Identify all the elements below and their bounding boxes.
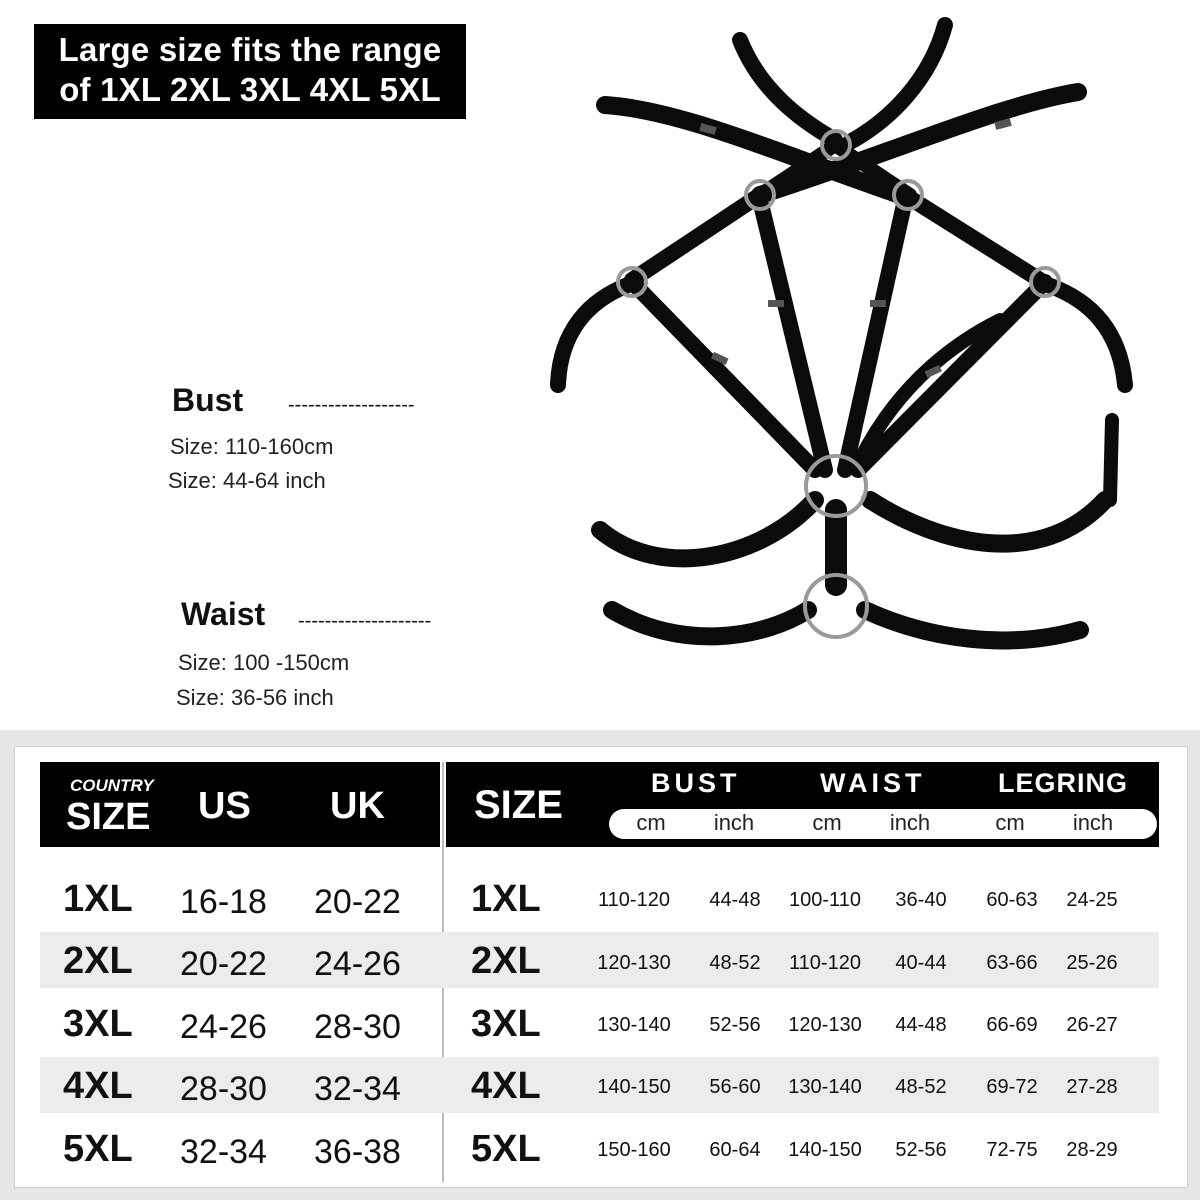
row-3-size2: 3XL xyxy=(471,1003,541,1045)
waist-size-cm: Size: 100 -150cm xyxy=(178,650,350,675)
row-1-uk: 20-22 xyxy=(314,883,401,921)
row-3-us: 24-26 xyxy=(180,1008,267,1046)
row-3-legring-cm: 66-69 xyxy=(986,1014,1038,1036)
row-3-waist-inch: 44-48 xyxy=(895,1014,947,1036)
row-1-legring-inch: 24-25 xyxy=(1066,889,1118,911)
row-2-bust-inch: 48-52 xyxy=(709,952,761,974)
header-country-size: SIZE xyxy=(66,796,151,838)
harness-product-image xyxy=(540,10,1140,670)
row-2-waist-cm: 110-120 xyxy=(789,952,861,974)
row-2-uk: 24-26 xyxy=(314,945,401,983)
header-size: SIZE xyxy=(474,783,563,827)
row-5-uk: 36-38 xyxy=(314,1133,401,1171)
waist-title: Waist xyxy=(181,596,266,632)
row-4-bust-cm: 140-150 xyxy=(597,1076,671,1098)
row-5-legring-cm: 72-75 xyxy=(986,1139,1038,1161)
row-2-legring-cm: 63-66 xyxy=(986,952,1038,974)
unit-bust-inch: inch xyxy=(713,810,755,835)
row-3-uk: 28-30 xyxy=(314,1008,401,1046)
header-us: US xyxy=(198,785,251,827)
header-legring: LEGRING xyxy=(998,768,1129,798)
row-3-waist-cm: 120-130 xyxy=(788,1014,862,1036)
row-1-waist-cm: 100-110 xyxy=(789,889,861,911)
row-4-size: 4XL xyxy=(63,1065,133,1107)
row-4-waist-cm: 130-140 xyxy=(788,1076,862,1098)
waist-dashes: -------------------- xyxy=(298,610,432,632)
size-range-banner xyxy=(34,24,466,119)
row-1-bust-inch: 44-48 xyxy=(709,889,761,911)
row-5-bust-inch: 60-64 xyxy=(709,1139,761,1161)
unit-legring-inch: inch xyxy=(1072,810,1114,835)
row-2-waist-inch: 40-44 xyxy=(895,952,947,974)
row-4-bust-inch: 56-60 xyxy=(709,1076,761,1098)
row-1-bust-cm: 110-120 xyxy=(598,889,670,911)
row-5-us: 32-34 xyxy=(180,1133,267,1171)
row-4-waist-inch: 48-52 xyxy=(895,1076,947,1098)
row-5-legring-inch: 28-29 xyxy=(1066,1139,1118,1161)
row-4-us: 28-30 xyxy=(180,1070,267,1108)
row-3-bust-inch: 52-56 xyxy=(709,1014,761,1036)
unit-waist-inch: inch xyxy=(889,810,931,835)
row-4-size2: 4XL xyxy=(471,1065,541,1107)
header-waist: WAIST xyxy=(820,768,926,798)
row-4-legring-cm: 69-72 xyxy=(986,1076,1038,1098)
row-2-legring-inch: 25-26 xyxy=(1066,952,1118,974)
row-4-uk: 32-34 xyxy=(314,1070,401,1108)
bust-size-cm: Size: 110-160cm xyxy=(170,434,334,459)
banner-line-2: of 1XL 2XL 3XL 4XL 5XL xyxy=(59,71,441,108)
row-5-size2: 5XL xyxy=(471,1128,541,1170)
row-4-legring-inch: 27-28 xyxy=(1066,1076,1118,1098)
bust-size-inch: Size: 44-64 inch xyxy=(168,468,326,493)
row-3-size: 3XL xyxy=(63,1003,133,1045)
unit-waist-cm: cm xyxy=(812,810,842,835)
unit-legring-cm: cm xyxy=(995,810,1025,835)
row-5-size: 5XL xyxy=(63,1128,133,1170)
row-2-size: 2XL xyxy=(63,940,133,982)
unit-bust-cm: cm xyxy=(636,810,666,835)
row-1-waist-inch: 36-40 xyxy=(895,889,947,911)
bust-dashes: ------------------- xyxy=(288,394,415,416)
row-3-bust-cm: 130-140 xyxy=(597,1014,671,1036)
bust-title: Bust xyxy=(172,382,244,418)
row-1-legring-cm: 60-63 xyxy=(986,889,1038,911)
row-5-waist-inch: 52-56 xyxy=(895,1139,947,1161)
row-3-legring-inch: 26-27 xyxy=(1066,1014,1118,1036)
row-2-us: 20-22 xyxy=(180,945,267,983)
row-2-size2: 2XL xyxy=(471,940,541,982)
header-bust: BUST xyxy=(651,768,741,798)
banner-line-1: Large size fits the range xyxy=(58,31,442,68)
header-country: COUNTRY xyxy=(70,776,154,795)
row-1-us: 16-18 xyxy=(180,883,267,921)
row-1-size2: 1XL xyxy=(471,878,541,920)
waist-size-inch: Size: 36-56 inch xyxy=(176,685,334,710)
header-uk: UK xyxy=(330,785,385,827)
row-5-bust-cm: 150-160 xyxy=(597,1139,671,1161)
row-1-size: 1XL xyxy=(63,878,133,920)
row-2-bust-cm: 120-130 xyxy=(597,952,671,974)
row-5-waist-cm: 140-150 xyxy=(788,1139,862,1161)
